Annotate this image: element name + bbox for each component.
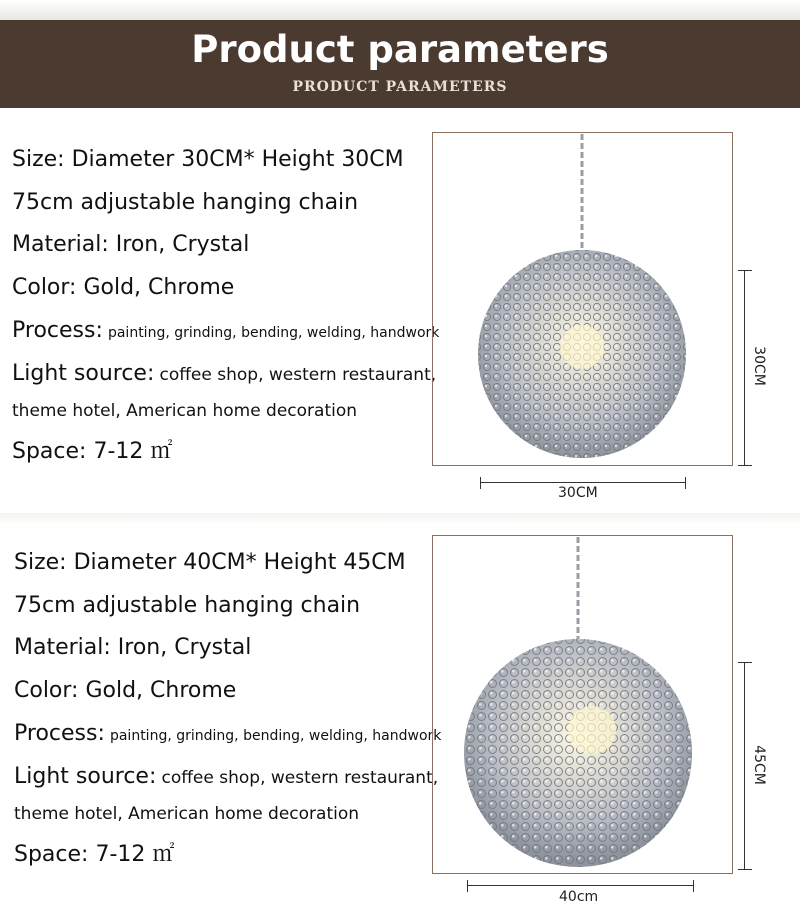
light-value: coffee shop, western restaurant,	[159, 365, 437, 385]
space-text: Space: 7-12 ㎡	[14, 842, 175, 867]
size-text: Size: Diameter 40CM* Height 45CM	[14, 550, 406, 575]
chain-line	[14, 593, 360, 618]
page-title: Product parameters	[191, 28, 609, 71]
size-line	[14, 550, 406, 575]
process-label: Process:	[12, 318, 103, 343]
process-line	[14, 721, 441, 746]
page-subtitle: PRODUCT PARAMETERS	[292, 79, 508, 95]
light-value-2: theme hotel, American home decoration	[14, 804, 360, 824]
size-text: Size: Diameter 30CM* Height 30CM	[12, 147, 404, 172]
light-label: Light source:	[12, 361, 155, 386]
top-strip	[0, 0, 800, 20]
space-text: Space: 7-12 ㎡	[12, 439, 173, 464]
material-text: Material: Iron, Crystal	[12, 232, 250, 257]
light-label: Light source:	[14, 764, 157, 789]
process-value: painting, grinding, bending, welding, handwork	[109, 728, 442, 744]
material-text: Material: Iron, Crystal	[14, 635, 252, 660]
product-2-pendant-image	[432, 535, 733, 874]
color-line	[14, 678, 236, 703]
light-line-2	[14, 804, 359, 824]
light-line	[12, 361, 436, 386]
chain-text: 75cm adjustable hanging chain	[12, 190, 359, 215]
product-2-width-label: 40cm	[559, 889, 599, 905]
product-1-width-label: 30CM	[558, 485, 598, 501]
chain-text: 75cm adjustable hanging chain	[14, 593, 361, 618]
color-text: Color: Gold, Chrome	[14, 678, 237, 703]
section-divider	[0, 513, 800, 525]
color-line	[12, 275, 234, 300]
light-value: coffee shop, western restaurant,	[161, 768, 439, 788]
space-line	[14, 837, 174, 868]
process-line	[12, 318, 439, 343]
light-line-2	[12, 401, 357, 421]
process-value: painting, grinding, bending, welding, handwork	[107, 325, 440, 341]
light-value-2: theme hotel, American home decoration	[12, 401, 358, 421]
product-1-height-label: 30CM	[750, 346, 767, 386]
color-text: Color: Gold, Chrome	[12, 275, 235, 300]
space-line	[12, 434, 172, 465]
product-2-height-label: 45CM	[750, 745, 767, 785]
product-1-pendant-image	[432, 132, 733, 466]
chain-line	[12, 190, 358, 215]
size-line	[12, 147, 404, 172]
process-label: Process:	[14, 721, 105, 746]
material-line	[12, 232, 249, 257]
light-line	[14, 764, 438, 789]
material-line	[14, 635, 251, 660]
header-banner	[0, 20, 800, 108]
